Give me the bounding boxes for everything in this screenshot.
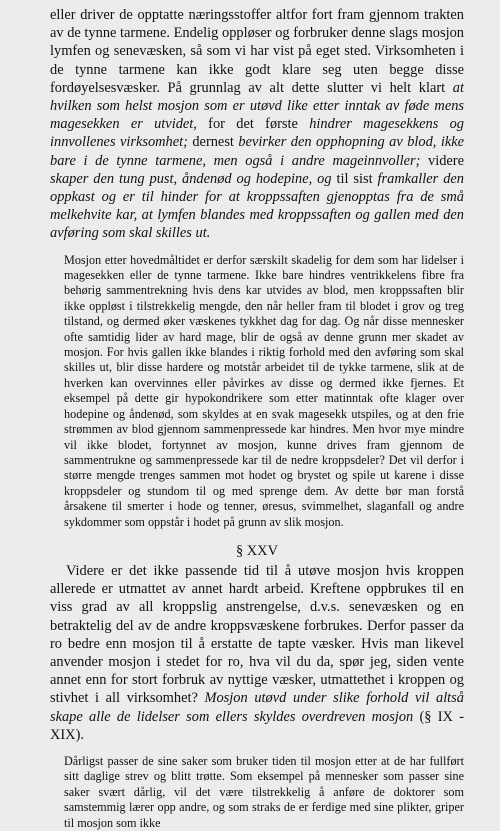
note-paragraph-1: Mosjon etter hovedmåltidet er derfor særskilt skadelig for dem som har lidelser i magesekken eller de tynne tarmene. Ikke bare hindres ventrikkelens fibre fra behørig sammentrekning hvis dens kar utvides av blod, men kroppssaften blir ikke oppløst i tilstrekkelig mengde, den når heller fram til blodet i grov og treg tilstand, og dermed øker væskenes tykkhet dag for dag. Og når disse mennesker ofte samtidig lider av hard mage, blir de også av denne grunn mer skadet av mosjon. For hvis gallen ikke blandes i riktig forhold med den avføring som skal skilles ut, blir disse hardere og motstår arbeidet til de tykke tarmene, slik at de hverken kan overvinnes eller påvirkes av disse og dermed ikke fjernes. Et eksempel på dette gir hypokondrikere som etter matinntak ofte klager over hodepine og åndenød, som skyldes at en svak magesekk utspiles, og at den frie strømmen av blod gjennom sammenpressede kar hindres. Men hvor mye mindre vil ikke blodet, fortynnet av mosjon, kunne drives fram gjennom de sammentrukne og sammenpressede kar til de nedre kroppsdeler? Det vil derfor i større mengde trenges sammen mot hodet og brystet og spile ut karene i disse kroppsdeler og stundom til og med sprenge dem. Av dette bør man forstå årsakene til smerter i hode og tenner, øresus, svimmelhet, slaganfall og andre sykdommer som oppstår i hodet på grunn av slik mosjon. (64, 252, 464, 529)
paragraph-1 (50, 6, 464, 243)
text-run: dernest (187, 134, 239, 151)
italic-run: hindrer magesekkens og innvollenes virksomhet; (50, 116, 464, 151)
text-run: til sist (331, 170, 378, 187)
text-run: Videre er det ikke passende tid til å utøve mosjon hvis kroppen allerede er utmattet av annet hardt arbeid. Kreftene oppbrukes til en viss grad av all kroppslig anstrengelse, d.v.s. senevæsken og en betraktelig del av de andre kroppsvæskene forbrukes. Derfor passer da ro bedre enn mosjon til å erstatte de tapte væsker. Hvis man likevel anvender mosjon i stedet for ro, hva vil du da, spør jeg, siden vente annet enn for stort forbruk av nyttige væsker, utmattethet i kroppen og stivhet i all virksomhet? (50, 562, 464, 707)
text-run: eller driver de opptatte næringsstoffer altfor fort fram gjennom trakten av de tynne tarmene. Endelig oppløser og forbruker denne slags mosjon lymfen og senevæsken, så som vi har vist på eget sted. Virksomheten i de tynne tarmene kan ikke godt klare seg uten begge disse fordøyelsesvæsker. På grunnlag av alt dette slutter vi helt klart (50, 7, 464, 96)
italic-run: Mosjon utøvd under slike forhold vil altså skape alle de lidelser som ellers skyldes overdreven mosjon (50, 690, 464, 725)
italic-run: at hvilken som helst mosjon som er utøvd like etter inntak av føde mens magesekken er utvidet, (50, 79, 464, 133)
section-heading: § XXV (236, 542, 278, 559)
italic-run: framkaller den oppkast og er til hinder for at kroppssaften gjenopptas fra de små melkehvite kar, at lymfen blandes med kroppssaften og gallen med den avføring som skal skilles ut. (50, 170, 464, 242)
note-paragraph-2: Dårligst passer de sine saker som bruker tiden til mosjon etter at de har fullført sitt daglige strev og blitt trøtte. Som eksempel på mennesker som passer sine saker svært dårlig, vil det være tilstrekkelig å anføre de doktorer som samstemmig lærer opp andre, og som straks de er ferdige med sine plikter, griper til mosjon som ikke (64, 753, 464, 830)
text-run: for det første (196, 116, 310, 133)
italic-run: bevirker den opphopning av blod, ikke bare i de tynne tarmene, men også i andre mageinnvoller; (50, 134, 464, 169)
text-run: videre (420, 152, 464, 169)
paragraph-2 (50, 562, 464, 744)
italic-run: skaper den tung pust, åndenød og hodepine, og (50, 170, 332, 187)
text-run: (§ IX - XIX). (50, 708, 464, 743)
